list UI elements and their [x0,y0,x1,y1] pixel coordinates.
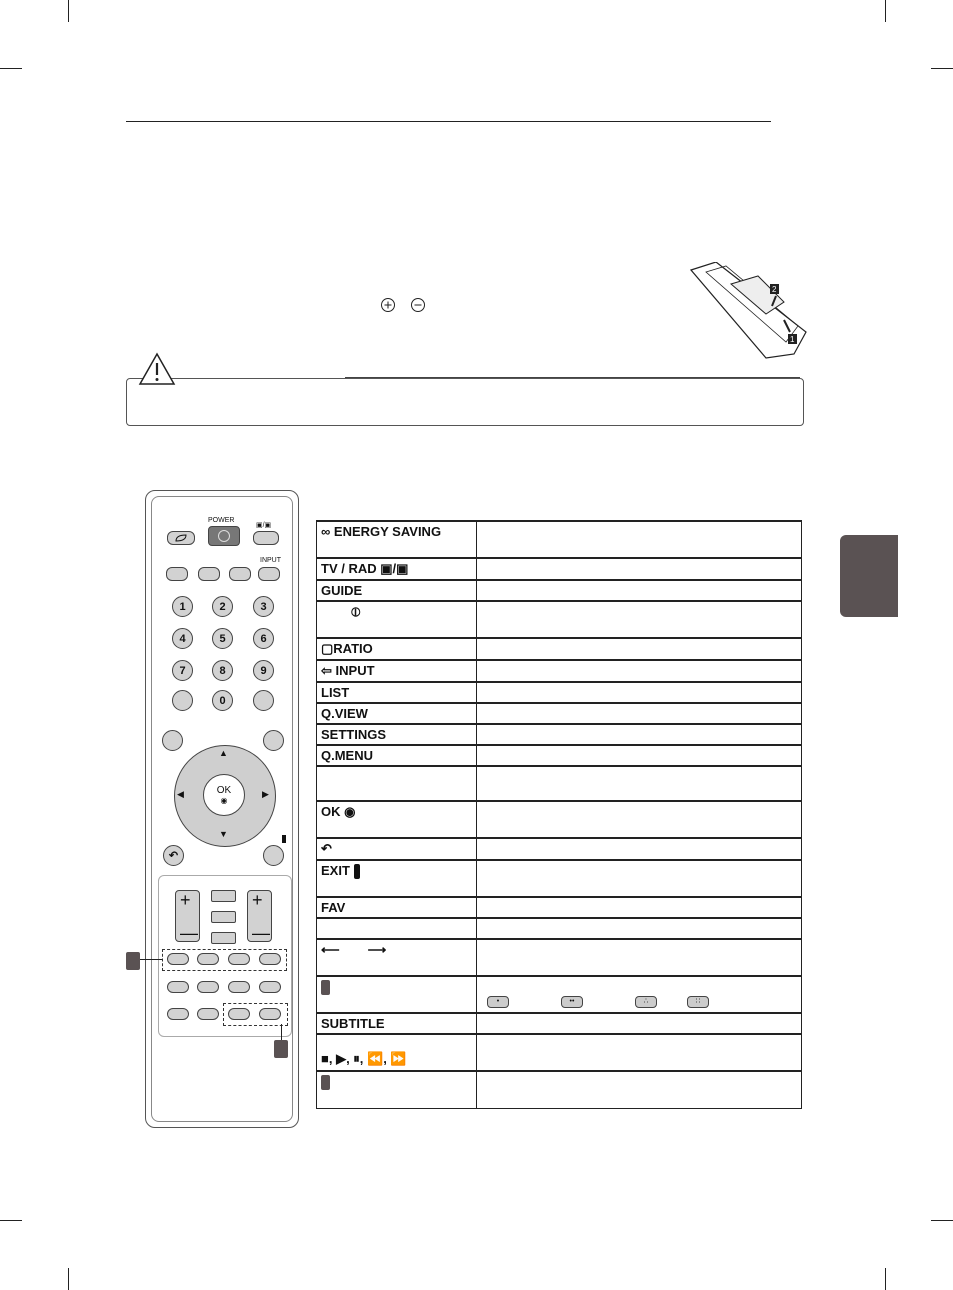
callout-line [140,959,162,960]
right-arrow-icon[interactable]: ▶ [262,789,269,799]
mute-button[interactable] [211,932,236,944]
key-name: INPUT [335,663,375,678]
key-name: RATIO [333,641,373,656]
back-icon: ↶ [321,841,332,856]
plus-circle-icon [382,299,395,312]
ratio-button[interactable] [229,567,251,581]
blue-key-icon: ∷ [687,996,709,1008]
crop-mark [68,1268,69,1290]
text-button[interactable] [228,1008,250,1020]
right-arrow-icon: ⟶ [367,942,387,957]
key-description [477,601,802,638]
settings-button[interactable] [162,730,183,751]
key-description [477,918,802,939]
key-cell [317,521,477,558]
key-name: GUIDE [317,580,477,601]
left-arrow-icon[interactable]: ◀ [177,789,184,799]
t-opt-button[interactable] [259,1008,281,1020]
crop-mark [931,68,953,69]
leaf-icon: ∞ [321,524,331,539]
crop-mark [931,1220,953,1221]
number-button[interactable]: 2 [212,596,233,617]
key-name: LIST [317,682,477,703]
crop-mark [0,68,22,69]
crop-mark [885,0,886,22]
key-cell [317,660,477,682]
crop-mark [68,0,69,22]
key-description [477,558,802,580]
svg-text:2: 2 [772,285,777,294]
up-arrow-icon[interactable]: ▲ [219,748,228,758]
key-name [317,766,477,801]
left-arrow-icon: ⟵ [321,942,340,957]
key-description [477,580,802,601]
crop-mark [0,1220,22,1221]
list-button[interactable] [172,690,193,711]
fast-forward-button[interactable] [197,1008,219,1020]
volume-plus-icon: + [180,890,191,910]
number-button[interactable]: 6 [253,628,274,649]
key-cell [317,1034,477,1071]
battery-cover-illustration [686,262,812,362]
callout-line [281,1024,282,1040]
key-name: SUBTITLE [317,1013,477,1034]
callout-marker-icon [321,980,330,995]
callout-marker [126,952,140,970]
yellow-key-icon: ∴ [635,996,657,1008]
stop-button[interactable] [167,981,189,993]
sleep-icon: ⦶ [351,604,361,619]
key-description [477,638,802,660]
sleep-button[interactable] [198,567,220,581]
svg-text:1: 1 [790,335,795,344]
key-description [477,939,802,976]
number-button[interactable]: 5 [212,628,233,649]
power-icon [218,530,230,542]
key-name: ENERGY SAVING [333,524,442,539]
power-label: POWER [208,517,235,524]
yellow-key-button[interactable] [228,953,250,965]
exit-button[interactable] [263,845,284,866]
key-name: OK [321,804,341,819]
key-name [317,918,477,939]
input-label: INPUT [260,557,281,564]
key-description [477,724,802,745]
input-button[interactable] [258,567,280,581]
key-cell [317,939,477,976]
key-cell [317,1071,477,1108]
key-name: SETTINGS [317,724,477,745]
key-description [477,745,802,766]
warning-triangle-icon [138,352,176,386]
key-description-text [481,979,797,993]
key-cell [317,860,477,897]
program-plus-icon: + [252,890,263,910]
back-button[interactable]: ↶ [163,845,184,866]
q-menu-button[interactable] [263,730,284,751]
caution-rule [345,377,800,378]
tv-rad-button[interactable] [253,531,279,545]
key-cell [317,976,477,1013]
key-name: Q.VIEW [317,703,477,724]
key-description [477,1071,802,1108]
key-description [477,838,802,860]
q-view-button[interactable] [253,690,274,711]
key-cell [317,838,477,860]
exit-icon [354,864,360,879]
polarity-icons [380,297,428,313]
key-description [477,801,802,838]
subtitle-button[interactable] [259,981,281,993]
pause-button[interactable] [228,981,250,993]
input-icon: ⇦ [321,663,332,678]
tv-rad-label: ▣/▣ [256,522,272,529]
key-description [477,766,802,801]
remote-keys-table [316,520,802,1109]
callout-marker [274,1040,288,1058]
ok-label: OK [216,785,232,796]
play-button[interactable] [197,981,219,993]
number-button[interactable]: 9 [253,660,274,681]
key-name: EXIT [321,863,350,878]
tv-rad-icon: ▣/▣ [380,561,409,576]
key-description [477,703,802,724]
key-name: FAV [317,897,477,918]
button[interactable] [211,911,236,923]
green-key-button[interactable] [197,953,219,965]
callout-marker-icon [321,1075,330,1090]
key-description [477,1034,802,1071]
key-description [477,860,802,897]
exit-icon [282,835,286,843]
rewind-button[interactable] [167,1008,189,1020]
key-cell [317,638,477,660]
chapter-tab [840,535,898,617]
guide-button[interactable] [166,567,188,581]
key-name [321,1037,472,1051]
key-name: Q.MENU [317,745,477,766]
caution-box [126,378,804,426]
crop-mark [885,1268,886,1290]
ok-dot-icon: ◉ [220,796,228,805]
ok-button[interactable] [203,774,245,816]
ratio-icon: ▢ [321,641,334,656]
blue-key-button[interactable] [259,953,281,965]
key-name: TV / RAD [321,561,377,576]
key-cell [317,801,477,838]
key-description [477,521,802,558]
number-button[interactable]: 0 [212,690,233,711]
playback-icons: ■, ▶, ⏸, ⏪, ⏩ [321,1051,407,1066]
red-key-button[interactable] [167,953,189,965]
key-description [477,976,802,1013]
minus-circle-icon [412,299,425,312]
number-button[interactable]: 4 [172,628,193,649]
number-button[interactable]: 8 [212,660,233,681]
key-description [477,897,802,918]
number-button[interactable]: 7 [172,660,193,681]
ok-dot-icon: ◉ [344,804,356,819]
key-description [477,660,802,682]
down-arrow-icon[interactable]: ▼ [219,829,228,839]
program-minus-icon: — [252,923,270,943]
number-button[interactable]: 1 [172,596,193,617]
volume-minus-icon: — [180,923,198,943]
key-description [477,1013,802,1034]
key-description [477,682,802,703]
red-key-icon: • [487,996,509,1008]
fav-button[interactable] [211,890,236,902]
leaf-icon [174,533,188,543]
key-cell [317,601,477,638]
header-rule [126,121,771,122]
number-button[interactable]: 3 [253,596,274,617]
key-cell [317,558,477,580]
green-key-icon: •• [561,996,583,1008]
